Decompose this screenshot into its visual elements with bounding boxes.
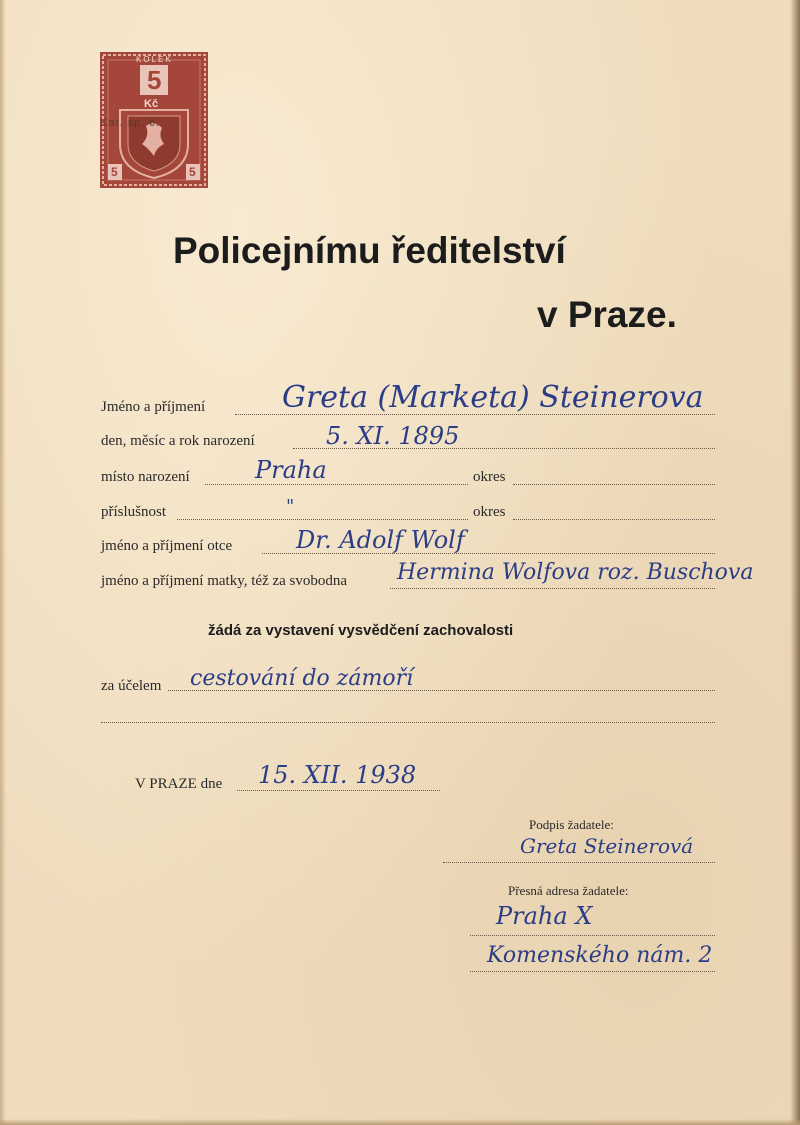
address-line-1[interactable]: Praha X — [496, 902, 593, 930]
birthplace-district-line — [513, 484, 715, 485]
name-value[interactable]: Greta (Marketa) Steinerova — [282, 380, 704, 415]
request-text: žádá za vystavení vysvědčení zachovalosti — [208, 622, 514, 639]
birthplace-label: místo narození — [101, 469, 190, 485]
citizenship-line — [177, 519, 468, 520]
purpose-label: za účelem — [101, 678, 162, 694]
signature-value[interactable]: Greta Steinerová — [520, 834, 694, 858]
signature-line — [443, 862, 715, 863]
citizenship-label: příslušnost — [101, 504, 167, 520]
date-label: V PRAZE dne — [135, 776, 223, 792]
address-line-1-rule — [470, 935, 715, 936]
mother-line — [390, 588, 715, 589]
father-value[interactable]: Dr. Adolf Wolf — [296, 526, 465, 554]
date-value[interactable]: 15. XII. 1938 — [258, 761, 417, 789]
name-label: Jméno a příjmení — [101, 399, 206, 415]
signature-label: Podpis žadatele: — [529, 817, 614, 832]
father-label: jméno a příjmení otce — [101, 538, 233, 554]
title-line-2: v Praze. — [537, 294, 677, 335]
birth-date-value[interactable]: 5. XI. 1895 — [326, 422, 460, 450]
birth-date-label: den, měsíc a rok narození — [101, 433, 255, 449]
title-line-1: Policejnímu ředitelství — [173, 230, 566, 271]
mother-label: jméno a příjmení matky, též za svobodna — [101, 573, 348, 589]
address-label: Přesná adresa žadatele: — [508, 883, 629, 898]
paper-edge-bottom — [0, 1119, 800, 1125]
paper-edge-right — [790, 0, 800, 1125]
citizenship-district-label: okres — [473, 504, 506, 520]
mother-value[interactable]: Hermina Wolfova roz. Buschova — [397, 560, 754, 585]
stamp-corner-value-right: 5 — [189, 165, 196, 179]
paper-edge-left — [0, 0, 6, 1125]
address-line-2[interactable]: Komenského nám. 2 — [487, 943, 713, 968]
date-line — [237, 790, 440, 791]
stamp-top-text: KOLEK — [136, 55, 173, 64]
citizenship-district-line — [513, 519, 715, 520]
stamp-currency: Kč — [144, 98, 159, 110]
purpose-line-2 — [101, 722, 715, 723]
birthplace-district-label: okres — [473, 469, 506, 485]
citizenship-value[interactable]: " — [286, 496, 295, 517]
birthplace-line — [205, 484, 468, 485]
purpose-value[interactable]: cestování do zámoří — [190, 666, 414, 691]
stamp-corner-value: 5 — [111, 165, 118, 179]
birthplace-value[interactable]: Praha — [255, 456, 327, 484]
stamp-value: 5 — [147, 65, 162, 95]
stamp-overlay-text: Kat. sp. č. — [100, 117, 160, 129]
address-line-2-rule — [470, 971, 715, 972]
